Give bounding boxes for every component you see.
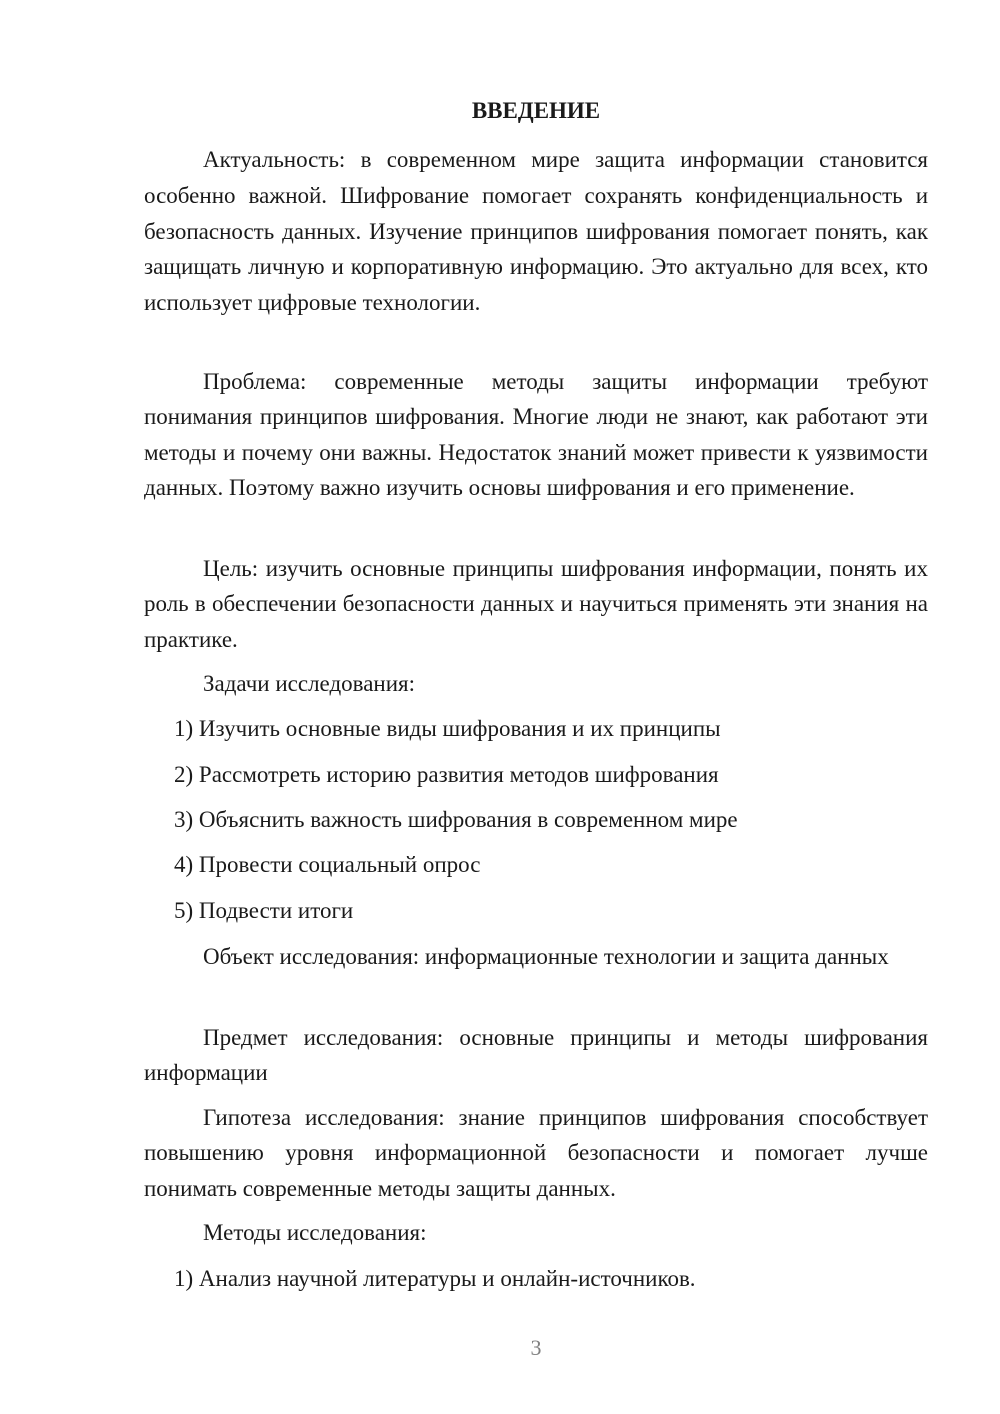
task-item-5: 5) Подвести итоги [174, 898, 354, 923]
tasks-heading: Задачи исследования: [203, 671, 416, 696]
methods-heading: Методы исследования: [203, 1220, 427, 1245]
paragraph-hypothesis: Гипотеза исследования: знание принципов шифрования способствует повышению уровня информационной безопасности и помогает лучше понимать современные методы защиты данных. [144, 1105, 928, 1201]
paragraph-object: Объект исследования: информационные технологии и защита данных [203, 944, 889, 969]
paragraph-problem: Проблема: современные методы защиты информации требуют понимания принципов шифрования. Многие люди не знают, как работают эти методы и почему они важны. Недостаток знаний может привести к уязвимости данных. Поэтому важно изучить основы шифрования и его применение. [144, 369, 928, 500]
paragraph-goal: Цель: изучить основные принципы шифрования информации, понять их роль в обеспечении безопасности данных и научиться применять эти знания на практике. [144, 556, 928, 652]
task-item-4: 4) Провести социальный опрос [174, 852, 481, 877]
task-item-3: 3) Объяснить важность шифрования в современном мире [174, 807, 738, 832]
task-item-2: 2) Рассмотреть историю развития методов шифрования [174, 762, 719, 787]
task-item-1: 1) Изучить основные виды шифрования и их принципы [174, 716, 721, 741]
method-item-1: 1) Анализ научной литературы и онлайн-источников. [174, 1266, 696, 1291]
page-title: ВВЕДЕНИЕ [471, 98, 601, 123]
page-number: 3 [530, 1335, 542, 1360]
paragraph-relevance: Актуальность: в современном мире защита информации становится особенно важной. Шифрование помогает сохранять конфиденциальность и безопасность данных. Изучение принципов шифрования помогает понять, как защищать личную и корпоративную информацию. Это актуально для всех, кто использует цифровые технологии. [144, 147, 928, 316]
paragraph-subject: Предмет исследования: основные принципы и методы шифрования информации [144, 1025, 928, 1086]
